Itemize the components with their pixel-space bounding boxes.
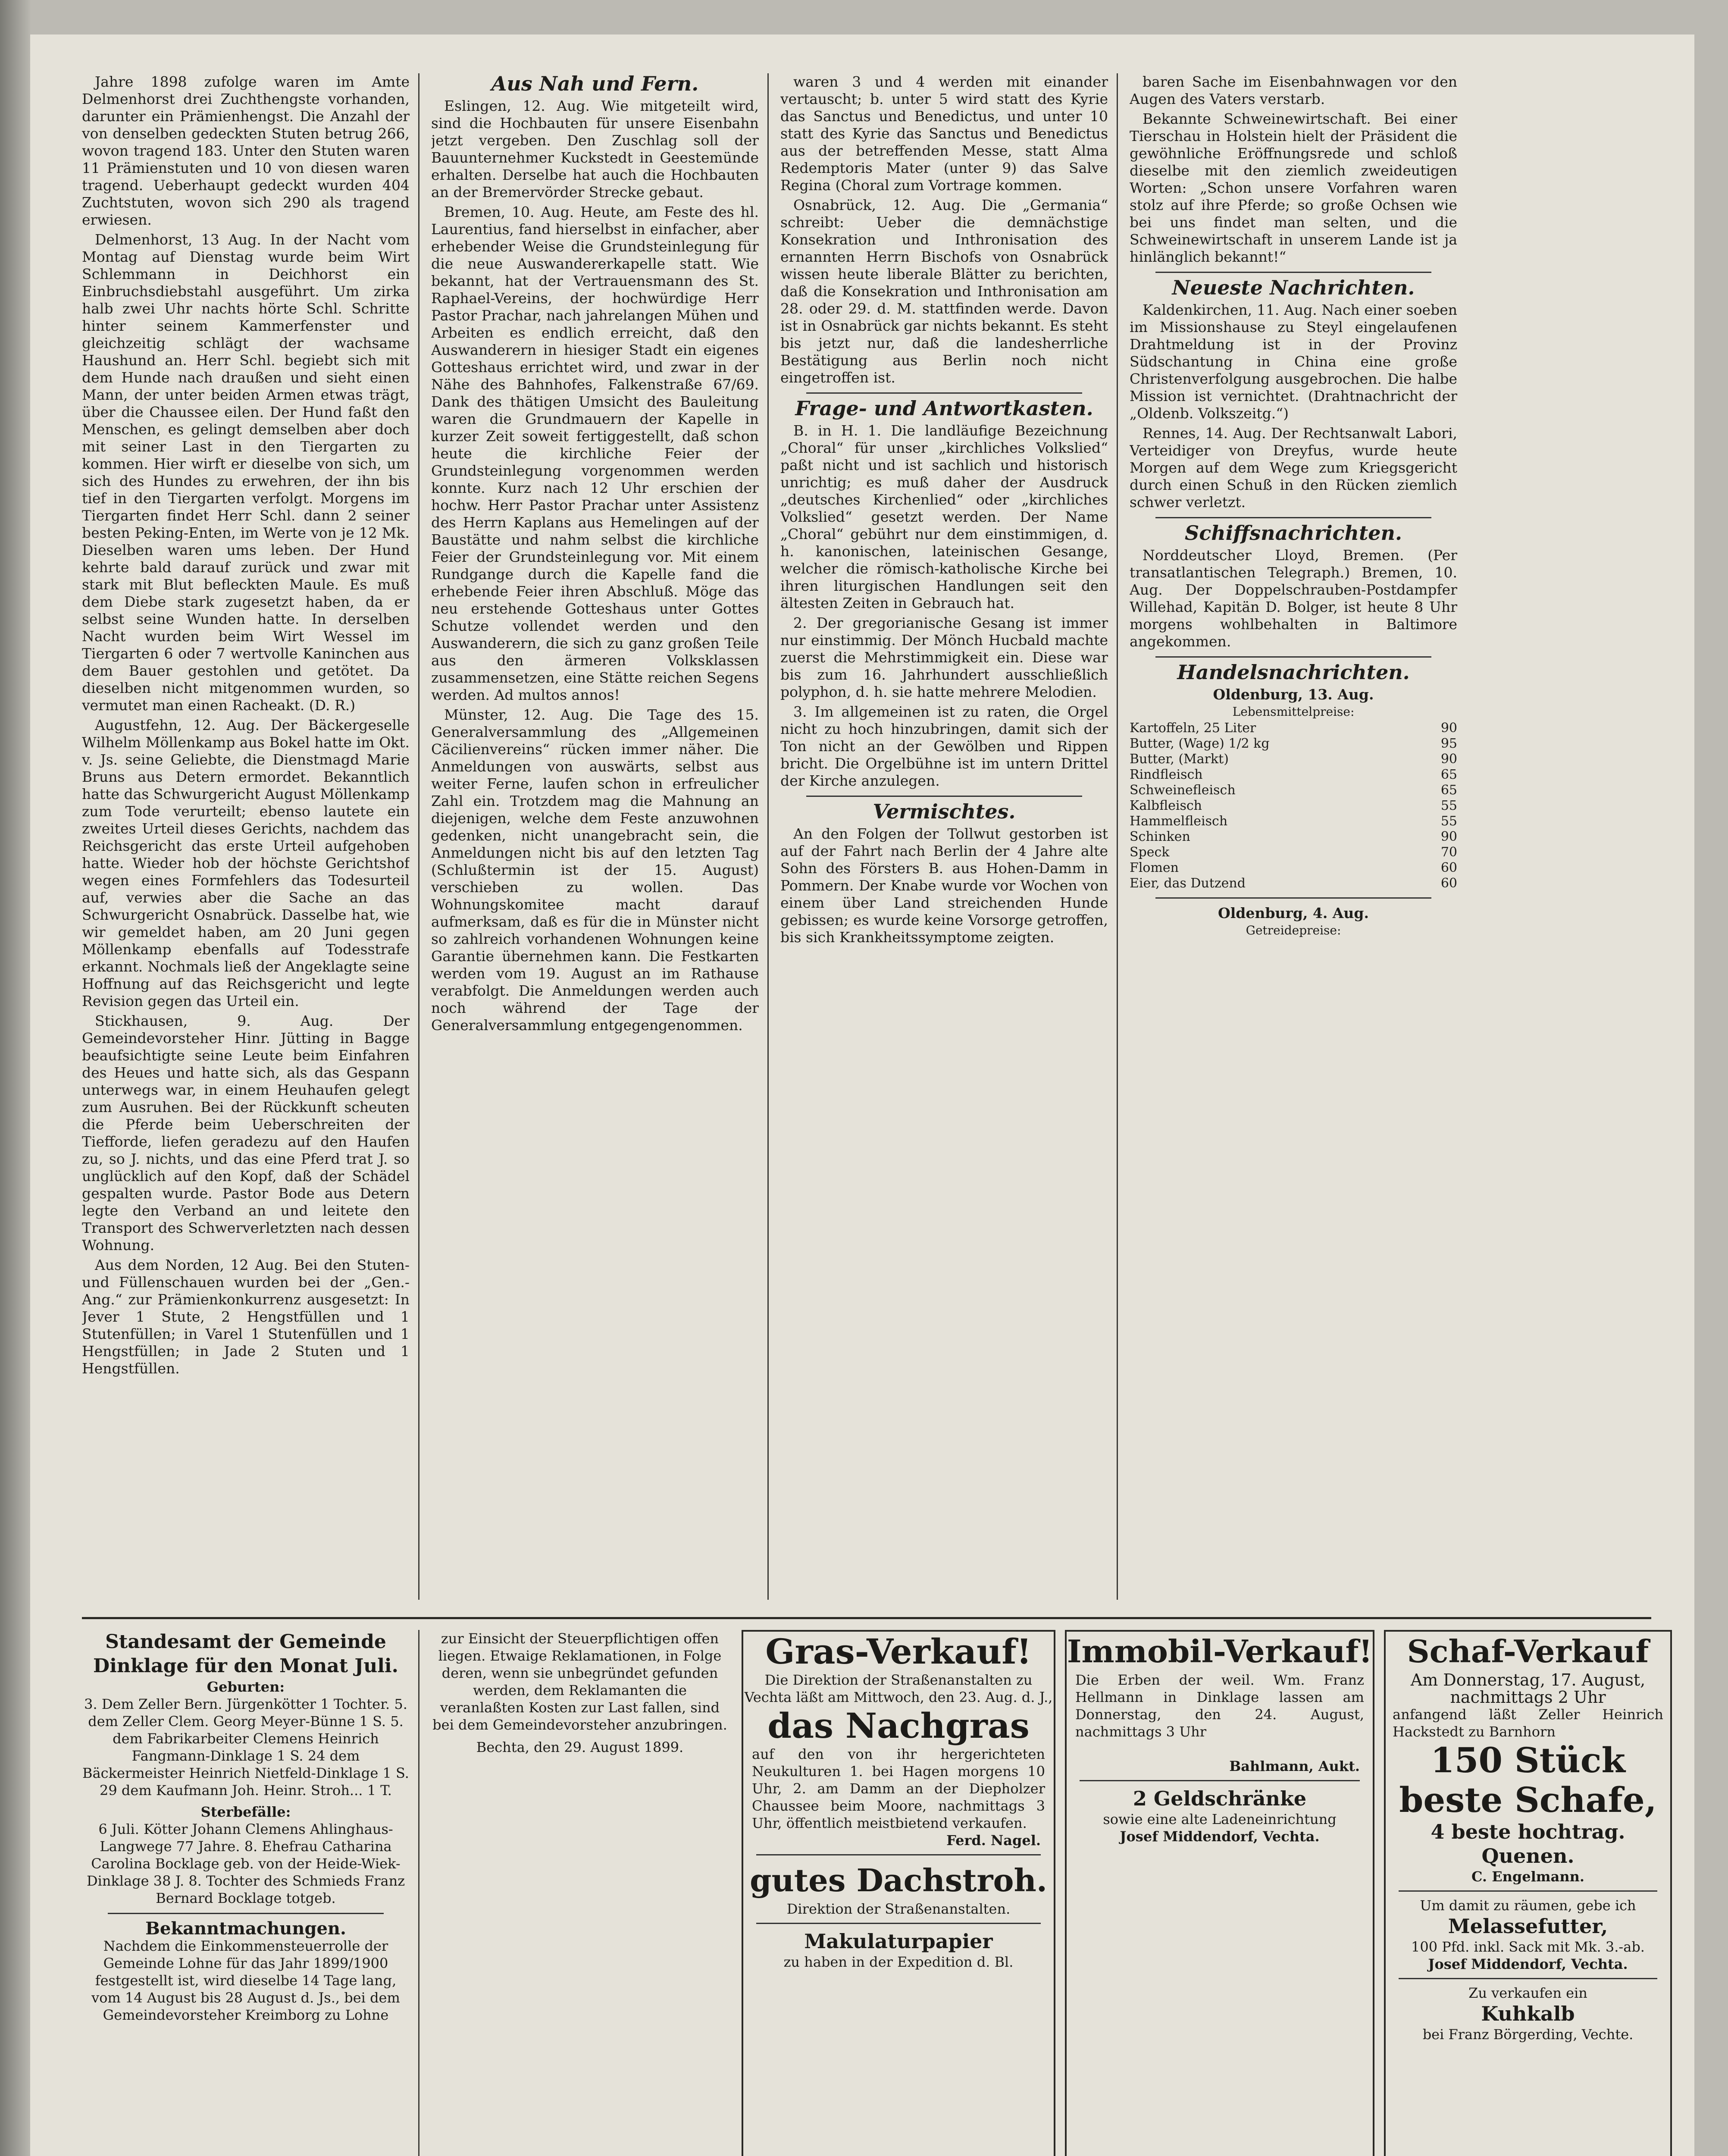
price-row (1130, 767, 1457, 783)
ad-headline: Kuhkalb (1481, 2002, 1575, 2025)
section-heading: Handelsnachrichten. (1177, 661, 1410, 684)
newspaper-page (30, 34, 1694, 2156)
ad-sign: C. Engelmann. (1471, 1868, 1584, 1885)
price-value: 65 (1440, 783, 1457, 798)
tax-notice (431, 1630, 729, 2156)
article-paragraph: waren 3 und 4 werden mit einander vertauscht; b. unter 5 wird statt des Kyrie das Sanctus und Benedictus, und unter 10 statt des Kyrie das Sanctus und Benedictus aus der betreffenden Messe, statt Alma Redemptoris Mater (unter 9) das Salve Regina (Choral zum Vortrage kommen. (780, 73, 1108, 194)
price-row (1130, 829, 1457, 845)
article-paragraph: baren Sache im Eisenbahnwagen vor den Augen des Vaters verstarb. (1130, 73, 1457, 107)
subheading: Sterbefälle: (200, 1804, 291, 1820)
article-paragraph: Aus dem Norden, 12 Aug. Bei den Stuten- und Füllenschauen wurden bei der „Gen.-Ang.“ zur Prämienkonkurrenz ausgesetzt: In Jever 1 Stute, 2 Hengstfüllen und 1 Stutenfüllen; in Varel 1 Stutenfüllen und 1 Hengstfüllen; in Jade 2 Stuten und 1 Hengstfüllen. (82, 1257, 410, 1377)
ad-text: Die Direktion der Straßenanstalten zu Vechta läßt am Mittwoch, den 23. Aug. d. J., (744, 1672, 1053, 1705)
article-paragraph: Delmenhorst, 13 Aug. In der Nacht vom Montag auf Dienstag wurde beim Wirt Schlemmann in Deichhorst ein Einbruchsdiebstahl ausgeführt. Um zirka halb zwei Uhr nachts hörte Schl. Schritte hinter seinem Kammerfenster und gleichzeitig schlägt der wachsame Haushund an. Herr Schl. begiebt sich mit dem Hunde nach draußen und sieht einen Mann, der unter beiden Armen etwas trägt, über die Chaussee eilen. Der Hund faßt den Menschen, es gelingt demselben aber doch mit seiner Last in den Tiergarten zu kommen. Hier wirft er dieselbe von sich, um sich des Hundes zu erwehren, der ihn bis tief in den Tiergarten verfolgt. Morgens im Tiergarten findet Herr Schl. dann 2 seiner besten Peking-Enten, im Werte von je 12 Mk. Dieselben waren ums leben. Der Hund kehrte bald darauf zurück und zwar mit stark mit Blut befleckten Maule. Es muß dem Diebe stark zugesetzt haben, da er selbst seine Wunden hatte. In derselben Nacht wurden beim Wirt Wessel im Tiergarten 6 oder 7 wertvolle Kaninchen aus dem Bauer gestohlen und getötet. Da dieselben nicht mitgenommen wurden, so vermutet man einen Racheakt. (D. R.) (82, 231, 410, 714)
immobil-verkauf-ad (1065, 1630, 1374, 2156)
notice-text: zur Einsicht der Steuerpflichtigen offen liegen. Etwaige Reklamationen, in Folge deren, wenn sie unbegründet gefunden werden, dem Reklamanten die veranlaßten Kosten zur Last fallen, sind bei dem Gemeindevorsteher anzubringen. (432, 1630, 727, 1733)
article-paragraph: Bekannte Schweinewirtschaft. Bei einer Tierschau in Holstein hielt der Präsident die gewöhnliche Eröffnungsrede und schloß dieselbe mit den ziemlich zweideutigen Worten: „Schon unsere Vorfahren waren stolz auf ihre Pferde; so große Ochsen wie bei uns findet man selten, und die Schweinewirtschaft in unserem Lande ist ja hinlänglich bekannt!“ (1130, 110, 1457, 265)
ad-headline: 2 Geldschränke (1133, 1787, 1307, 1810)
market-title: Oldenburg, 4. Aug. (1218, 905, 1369, 921)
ad-title: Immobil-Verkauf! (1067, 1633, 1373, 1670)
schaf-verkauf-ad (1384, 1630, 1672, 2156)
price-item: Flomen (1130, 860, 1179, 875)
price-item: Speck (1130, 845, 1170, 860)
price-item: Schinken (1130, 829, 1190, 844)
article-paragraph: Münster, 12. Aug. Die Tage des 15. Generalversammlung des „Allgemeinen Cäcilienvereins“ rücken immer näher. Die Anmeldungen von auswärts, selbst aus weiter Ferne, laufen schon in erfreulicher Zahl ein. Trotzdem mag die Mahnung an diejenigen, welche dem Feste anzuwohnen gedenken, nicht unangebracht sein, die Anmeldungen nicht bis auf den letzten Tag (Schlußtermin ist der 15. August) verschieben zu wollen. Das Wohnungskomitee macht darauf aufmerksam, daß es für die in Münster nicht so zahlreich vorhandenen Wohnungen keine Garantie übernehmen kann. Die Festkarten werden vom 19. August an im Rathause verabfolgt. Die Anmeldungen werden auch noch während der Tage der Generalversammlung entgegengenommen. (431, 706, 759, 1034)
section-heading: Frage- und Antwortkasten. (795, 397, 1093, 420)
price-value: 65 (1440, 767, 1457, 782)
price-item: Rindfleisch (1130, 767, 1203, 782)
ad-headline: beste Schafe, (1399, 1780, 1657, 1820)
price-value: 60 (1440, 860, 1457, 875)
ad-text: anfangend läßt Zeller Heinrich Hackstedt zu Barnhorn (1393, 1706, 1663, 1740)
column-rule (1117, 73, 1118, 1600)
ad-text: 100 Pfd. inkl. Sack mit Mk. 3.-ab. (1411, 1939, 1645, 1955)
notice-title: Standesamt der Gemeinde Dinklage für den Monat Juli. (93, 1631, 398, 1677)
article-paragraph: Kaldenkirchen, 11. Aug. Nach einer soeben im Missionshause zu Steyl eingelaufenen Drahtmeldung ist in der Provinz Südschantung in China eine große Christenverfolgung ausgebrochen. Die halbe Mission ist vernichtet. (Drahtnachricht der „Oldenb. Volkszeitg.“) (1130, 301, 1457, 422)
price-row (1130, 783, 1457, 798)
article-paragraph: Osnabrück, 12. Aug. Die „Germania“ schreibt: Ueber die demnächstige Konsekration und Inthronisation des ernannten Herrn Bischofs von Osnabrück wissen heute liberale Blätter zu berichten, daß die Konsekration und Inthronisation am 28. oder 29. d. M. stattfinden werde. Davon ist in Osnabrück gar nichts bekannt. Es steht bis jetzt nur, daß die landesherrliche Bestätigung aus Berlin noch nicht eingetroffen ist. (780, 197, 1108, 386)
price-value: 90 (1440, 829, 1457, 844)
section-divider (82, 1617, 1651, 1619)
notice-text: Nachdem die Einkommensteuerrolle der Gemeinde Lohne für das Jahr 1899/1900 festgestellt ist, wird dieselbe 14 Tage lang, vom 14 August bis 28 August d. Js., bei dem Gemeindevorsteher Kreimborg zu Lohne (91, 1938, 400, 2023)
page-fold-shadow (0, 0, 30, 2156)
price-value: 95 (1440, 736, 1457, 751)
article-paragraph: An den Folgen der Tollwut gestorben ist auf der Fahrt nach Berlin der 4 Jahre alte Sohn des Försters B. aus Hohen-Damm in Pommern. Der Knabe wurde vor Wochen von einem über Land streichenden Hunde gebissen; es wurde keine Vorsorge getroffen, bis sich Krankheitssymptome zeigten. (780, 825, 1108, 946)
section-heading: Neueste Nachrichten. (1172, 276, 1415, 299)
price-row (1130, 845, 1457, 860)
column-rule (767, 73, 769, 1600)
price-item: Eier, das Dutzend (1130, 876, 1246, 891)
price-row (1130, 860, 1457, 876)
column-2 (431, 73, 759, 1037)
gras-verkauf-ad (742, 1630, 1055, 2156)
ad-sign: Josef Middendorf, Vechta. (1428, 1956, 1628, 1972)
ad-text: sowie eine alte Ladeneinrichtung (1103, 1811, 1337, 1827)
price-item: Kalbfleisch (1130, 798, 1202, 813)
section-heading: Schiffsnachrichten. (1185, 521, 1402, 545)
ad-text: Direktion der Straßenanstalten. (786, 1901, 1011, 1917)
article-paragraph: Jahre 1898 zufolge waren im Amte Delmenhorst drei Zuchthengste vorhanden, darunter ein Prämienhengst. Die Anzahl der von denselben gedeckten Stuten betrug 266, wovon tragend 183. Unter den Stuten waren 11 Prämienstuten und 10 von diesen waren tragend. Ueberhaupt gedeckt wurden 404 Zuchtstuten, wovon sich 290 als tragend erwiesen. (82, 73, 410, 228)
standesamt-notice (82, 1630, 410, 2156)
price-row (1130, 798, 1457, 814)
article-paragraph: 3. Im allgemeinen ist zu raten, die Orgel nicht zu hoch hinzubringen, damit sich der Ton nicht an der Gewölben und Rippen bricht. Die Orgelbühne ist im untern Drittel der Kirche anzulegen. (780, 703, 1108, 789)
article-paragraph: B. in H. 1. Die landläufige Bezeichnung „Choral“ für unser „kirchliches Volkslied“ paßt nicht und ist sachlich und historisch unrichtig; es muß daher der Ausdruck „deutsches Kirchenlied“ oder „kirchliches Volkslied“ gesetzt werden. Der Name „Choral“ gebührt nur dem einstimmigen, d. h. kanonischen, lateinischen Gesange, welcher die römisch-katholische Kirche bei ihren liturgischen Handlungen seit den ältesten Zeiten in Gebrauch hat. (780, 422, 1108, 611)
ad-text: zu haben in der Expedition d. Bl. (783, 1954, 1014, 1970)
ad-time: nachmittags 2 Uhr (1450, 1688, 1606, 1707)
price-value: 70 (1440, 845, 1457, 860)
section-heading: Aus Nah und Fern. (491, 73, 699, 95)
price-value: 55 (1440, 814, 1457, 829)
ad-date: Am Donnerstag, 17. August, (1410, 1670, 1646, 1689)
column-3 (780, 73, 1108, 949)
price-item: Hammelfleisch (1130, 814, 1228, 829)
price-value: 90 (1440, 721, 1457, 736)
article-paragraph: Stickhausen, 9. Aug. Der Gemeindevorsteher Hinr. Jütting in Bagge beaufsichtigte seine Leute beim Einfahren des Heues und hatte sich, als das Gespann unterwegs war, in einem Heuhaufen gelegt zum Ausruhen. Bei der Rückkunft scheuten die Pferde beim Ueberschreiten der Tiefforde, liefen geradezu auf den Haufen zu, so J. nichts, und das eine Pferd trat J. so unglücklich auf den Kopf, daß der Schädel gespalten wurde. Pastor Bode aus Detern legte den Verband an und leitete den Transport des Schwerverletzten nach dessen Wohnung. (82, 1012, 410, 1253)
ad-headline: Makulaturpapier (804, 1930, 993, 1953)
notice-text: 6 Juli. Kötter Johann Clemens Ahlinghaus-Langwege 77 Jahre. 8. Ehefrau Catharina Carolina Bocklage geb. von der Heide-Wiek-Dinklage 38 J. 8. Tochter des Schmieds Franz Bernard Bocklage totgeb. (86, 1821, 405, 1906)
price-value: 55 (1440, 798, 1457, 813)
price-item: Butter, (Wage) 1/2 kg (1130, 736, 1270, 751)
ad-headline: 4 beste hochtrag. (1431, 1820, 1625, 1843)
ad-sign: Bahlmann, Aukt. (1229, 1758, 1360, 1774)
ad-headline: 150 Stück (1431, 1740, 1625, 1780)
price-row (1130, 736, 1457, 752)
ad-text: Die Erben der weil. Wm. Franz Hellmann in Dinklage lassen am Donnerstag, den 24. August, nachmittags 3 Uhr (1075, 1672, 1364, 1740)
notice-text: 3. Dem Zeller Bern. Jürgenkötter 1 Tochter. 5. dem Zeller Clem. Georg Meyer-Bünne 1 S. 5. dem Fabrikarbeiter Clemens Heinrich Fangmann-Dinklage 1 S. 24 dem Bäckermeister Heinrich Nietfeld-Dinklage 1 S. 29 dem Kaufmann Joh. Heinr. Stroh... 1 T. (82, 1696, 409, 1799)
ad-headline: Melassefutter, (1448, 1915, 1608, 1938)
ad-text: Um damit zu räumen, gebe ich (1420, 1897, 1636, 1914)
price-row (1130, 721, 1457, 736)
market-subtitle: Getreidepreise: (1246, 923, 1341, 937)
section-heading: Vermischtes. (873, 800, 1016, 823)
notice-sign: Bechta, den 29. August 1899. (476, 1739, 684, 1755)
price-item: Kartoffeln, 25 Liter (1130, 721, 1256, 736)
price-row (1130, 752, 1457, 767)
ad-sign: bei Franz Börgerding, Vechte. (1422, 2026, 1634, 2043)
column-rule (418, 73, 419, 1600)
ad-headline: Quenen. (1481, 1844, 1575, 1868)
ad-headline: gutes Dachstroh. (750, 1862, 1047, 1899)
price-item: Butter, (Markt) (1130, 752, 1229, 767)
price-value: 90 (1440, 752, 1457, 767)
price-row (1130, 814, 1457, 829)
ad-sign: Josef Middendorf, Vechta. (1120, 1828, 1320, 1845)
column-1 (82, 73, 410, 1380)
price-row (1130, 876, 1457, 891)
ad-text: auf den von ihr hergerichteten Neukulturen 1. bei Hagen morgens 10 Uhr, 2. am Damm an der Diepholzer Chaussee beim Moore, nachmittags 3 Uhr, öffentlich meistbietend verkaufen. (752, 1746, 1045, 1831)
market-subtitle: Lebensmittelpreise: (1232, 705, 1355, 719)
ad-sign: Ferd. Nagel. (946, 1832, 1041, 1849)
article-paragraph: Eslingen, 12. Aug. Wie mitgeteilt wird, sind die Hochbauten für unsere Eisenbahn jetzt vergeben. Den Zuschlag soll der Bauunternehmer Kuckstedt in Geestemünde erhalten. Derselbe hat auch die Hochbauten an der Bremervörder Strecke gebaut. (431, 97, 759, 201)
subheading: Geburten: (207, 1679, 285, 1695)
article-paragraph: Augustfehn, 12. Aug. Der Bäckergeselle Wilhelm Möllenkamp aus Bokel hatte im Okt. v. Js. seine Geliebte, die Dienstmagd Marie Bruns aus Detern ermordet. Bekanntlich hatte das Schwurgericht August Möllenkamp zum Tode verurteilt; ebenso lautete ein zweites Urteil dieses Gerichts, nachdem das Reichsgericht das erste Urteil aufgehoben hatte. Wieder hob der höchste Gerichtshof wegen eines Formfehlers das Todesurteil auf, verwies aber die Sache an das Schwurgericht Osnabrück. Dasselbe hat, wie wir gemeldet haben, am 20 Juni gegen Möllenkamp ebenfalls auf Todesstrafe erkannt. Nochmals ließ der Angeklagte seine Hoffnung auf das Reichsgericht und legte Revision gegen das Urteil ein. (82, 717, 410, 1009)
article-paragraph: Rennes, 14. Aug. Der Rechtsanwalt Labori, Verteidiger von Dreyfus, wurde heute Morgen auf dem Wege zum Kriegsgericht durch einen Schuß in den Rücken ziemlich schwer verletzt. (1130, 425, 1457, 511)
ad-text: Zu verkaufen ein (1468, 1985, 1587, 2001)
article-paragraph: 2. Der gregorianische Gesang ist immer nur einstimmig. Der Mönch Hucbald machte zuerst die Mehrstimmigkeit ein. Diese war bis zum 16. Jahrhundert ausschließlich polyphon, d. h. sie hatte mehrere Melodien. (780, 614, 1108, 700)
column-4 (1130, 73, 1647, 939)
column-rule (418, 1630, 419, 2156)
article-paragraph: Bremen, 10. Aug. Heute, am Feste des hl. Laurentius, fand hierselbst in einfacher, aber erhebender Weise die Grundsteinlegung für die neue Auswandererkapelle statt. Wie bekannt, hat der Vertrauensmann des St. Raphael-Vereins, der hochwürdige Herr Pastor Prachar, nach jahrelangen Mühen und Arbeiten es endlich erreicht, daß den Auswanderern in hiesiger Stadt ein eigenes Gotteshaus errichtet wird, und zwar in der Nähe des Bahnhofes, Falkenstraße 67/69. Dank des thätigen Umsicht des Bauleitung waren die Grundmauern der Kapelle in kurzer Zeit soweit fertiggestellt, daß schon heute die kirchliche Feier der Grundsteinlegung vorgenommen werden konnte. Kurz nach 12 Uhr erschien der hochw. Herr Pastor Prachar unter Assistenz des Herrn Kaplans aus Hemelingen auf der Baustätte und nahm selbst die kirchliche Feier der Grundsteinlegung vor. Mit einem Rundgange durch die Kapelle fand die erhebende Feier ihren Abschluß. Möge das neu erstehende Gotteshaus unter Gottes Schutze vollendet werden und den Auswanderern, die sich zu ganz großen Teile aus den ärmeren Volksklassen zusammensetzen, eine Stätte reichen Segens werden. Ad multos annos! (431, 204, 759, 703)
subheading: Bekanntmachungen. (145, 1918, 346, 1939)
article-paragraph: Norddeutscher Lloyd, Bremen. (Per transatlantischen Telegraph.) Bremen, 10. Aug. Der Doppelschrauben-Postdampfer Willehad, Kapitän D. Bolger, ist heute 8 Uhr morgens wohlbehalten in Baltimore angekommen. (1130, 547, 1457, 650)
price-item: Schweinefleisch (1130, 783, 1236, 798)
market-title: Oldenburg, 13. Aug. (1213, 686, 1374, 703)
ad-title: Gras-Verkauf! (765, 1631, 1032, 1672)
price-value: 60 (1440, 876, 1457, 891)
ad-title: Schaf-Verkauf (1407, 1633, 1649, 1670)
ad-headline: das Nachgras (767, 1705, 1030, 1746)
